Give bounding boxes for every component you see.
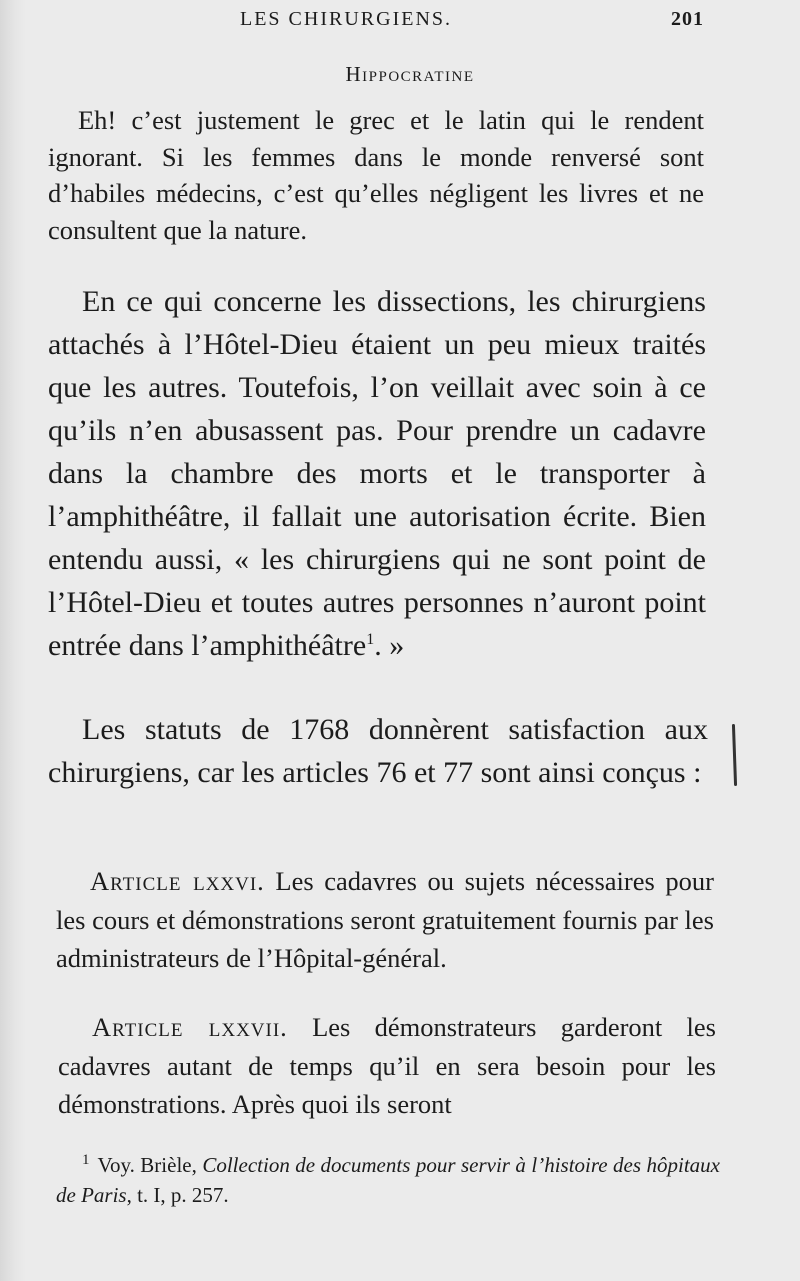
article-label: Article lxxvi. bbox=[90, 866, 265, 896]
body-text: En ce qui concerne les dissections, les chirurgiens attachés à l’Hôtel-Dieu étaient un peu mieux traités que les autres. Toutefois, l’on veillait avec soin à ce qu’ils n’en abusassent pas. Pour prendre un cadavre dans la chambre des morts et le transporter à l’amphithéâtre, il fallait une autorisation écrite. Bien entendu aussi, « les chirurgiens qui ne sont point de l’Hôtel-Dieu et toutes autres personnes n’auront point entrée dans l’amphithéâtre bbox=[48, 285, 706, 662]
footnote-lead: Voy. Brièle, bbox=[97, 1153, 203, 1177]
body-paragraph-dissections bbox=[48, 280, 706, 667]
speaker-name: Hippocratine bbox=[345, 62, 475, 86]
page-edge-shadow bbox=[0, 0, 26, 1281]
running-title: LES CHIRURGIENS. bbox=[240, 8, 453, 30]
footnote-work-title: Collection de documents pour servir à l’histoire des hôpitaux de Paris bbox=[56, 1153, 720, 1207]
margin-pencil-mark bbox=[732, 724, 737, 786]
page-number: 201 bbox=[671, 8, 704, 30]
article-76 bbox=[56, 862, 714, 978]
footnote bbox=[56, 1150, 720, 1210]
quote-close: . » bbox=[374, 629, 405, 662]
body-paragraph-statuts: Les statuts de 1768 donnèrent satisfaction aux chirurgiens, car les articles 76 et 77 sont ainsi conçus : bbox=[48, 713, 708, 789]
footnote-reference[interactable]: 1 bbox=[366, 631, 375, 648]
article-text: Les cadavres ou sujets nécessaires pour les cours et démonstrations seront gratuitement fournis par les administrateurs de l’Hôpital-général. bbox=[56, 866, 714, 973]
article-77 bbox=[58, 1008, 716, 1124]
article-text: Les démonstrateurs garderont les cadavres autant de temps qu’il en sera besoin pour les démonstrations. Après quoi ils seront bbox=[58, 1012, 716, 1119]
footnote-tail: , t. I, p. 257. bbox=[126, 1183, 229, 1207]
dialogue-paragraph: Eh! c’est justement le grec et le latin qui le rendent ignorant. Si les femmes dans le monde renversé sont d’habiles médecins, c’est qu’elles négligent les livres et ne consultent que la nature. bbox=[48, 105, 704, 245]
footnote-number: 1 bbox=[82, 1152, 90, 1168]
article-label: Article lxxvii. bbox=[92, 1012, 288, 1042]
